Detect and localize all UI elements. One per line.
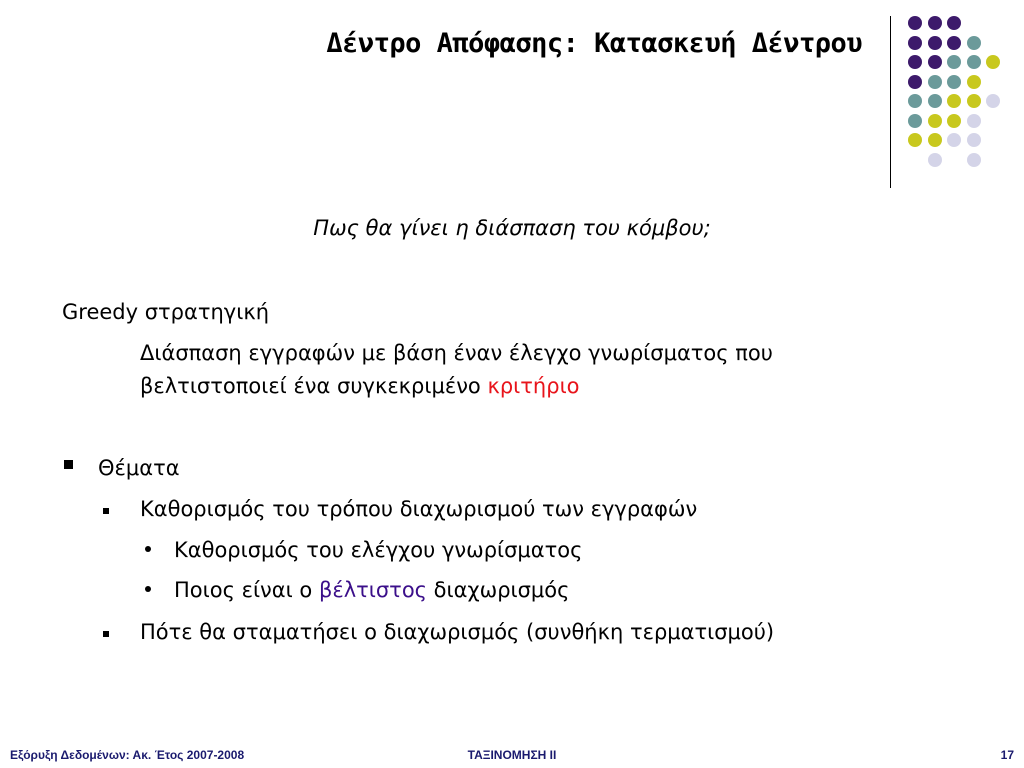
decorative-dot (967, 36, 981, 50)
decorative-dot (967, 75, 981, 89)
issue-best-split (174, 580, 569, 601)
decorative-dot (967, 94, 981, 108)
decorative-dot (947, 36, 961, 50)
decorative-dot (928, 55, 942, 69)
issues-heading: Θέματα (98, 456, 180, 480)
description-line-2-text: βελτιστοποιεί ένα συγκεκριμένο (140, 374, 488, 398)
decorative-dot (908, 55, 922, 69)
decorative-dot (908, 16, 922, 30)
footer-course: Εξόρυξη Δεδομένων: Ακ. Έτος 2007-2008 (10, 748, 245, 762)
best-highlight: βέλτιστος (318, 578, 427, 602)
issue-split-method: Καθορισμός του τρόπου διαχωρισμού των εγγραφών (140, 497, 698, 521)
bullet-dot-icon (145, 586, 151, 592)
bullet-square-small-icon (103, 508, 109, 514)
footer-topic: ΤΑΞΙΝΟΜΗΣΗ ΙΙ (467, 748, 557, 762)
decorative-dot (928, 36, 942, 50)
decorative-dot (986, 94, 1000, 108)
description-line-1: Διάσπαση εγγραφών με βάση έναν έλεγχο γνωρίσματος που (140, 341, 773, 365)
decorative-dot (947, 114, 961, 128)
decorative-dot (947, 75, 961, 89)
decorative-dot (947, 133, 961, 147)
decorative-dot (967, 114, 981, 128)
decorative-dot (928, 16, 942, 30)
decorative-dot (908, 36, 922, 50)
bullet-square-icon (64, 460, 73, 469)
decorative-dot (908, 75, 922, 89)
question-text: Πως θα γίνει η διάσπαση του κόμβου; (313, 216, 711, 240)
footer-page-number: 17 (1000, 748, 1014, 762)
greedy-heading: Greedy στρατηγική (62, 300, 270, 324)
decorative-dot (967, 133, 981, 147)
decorative-dot (928, 114, 942, 128)
decorative-dot (928, 75, 942, 89)
decorative-dot-grid (900, 12, 1018, 172)
decorative-dot (928, 133, 942, 147)
criterion-highlight: κριτήριο (487, 374, 580, 398)
decorative-dot (967, 153, 981, 167)
decorative-dot (908, 133, 922, 147)
best-split-prefix: Ποιος είναι ο (174, 578, 319, 602)
slide-title: Δέντρο Απόφασης: Κατασκευή Δέντρου (326, 28, 862, 59)
issue-stop-condition: Πότε θα σταματήσει ο διαχωρισμός (συνθήκη τερματισμού) (140, 620, 775, 644)
decorative-dot (947, 55, 961, 69)
decorative-dot (908, 94, 922, 108)
decorative-dot (986, 55, 1000, 69)
decorative-dot (928, 153, 942, 167)
bullet-dot-icon (145, 546, 151, 552)
decorative-dot (947, 16, 961, 30)
decorative-dot (967, 55, 981, 69)
decorative-dot (928, 94, 942, 108)
bullet-square-small-icon (103, 631, 109, 637)
title-divider (890, 16, 891, 188)
decorative-dot (908, 114, 922, 128)
description-line-2 (140, 376, 580, 397)
issue-attribute-test: Καθορισμός του ελέγχου γνωρίσματος (174, 538, 583, 562)
decorative-dot (947, 94, 961, 108)
best-split-suffix: διαχωρισμός (427, 578, 570, 602)
